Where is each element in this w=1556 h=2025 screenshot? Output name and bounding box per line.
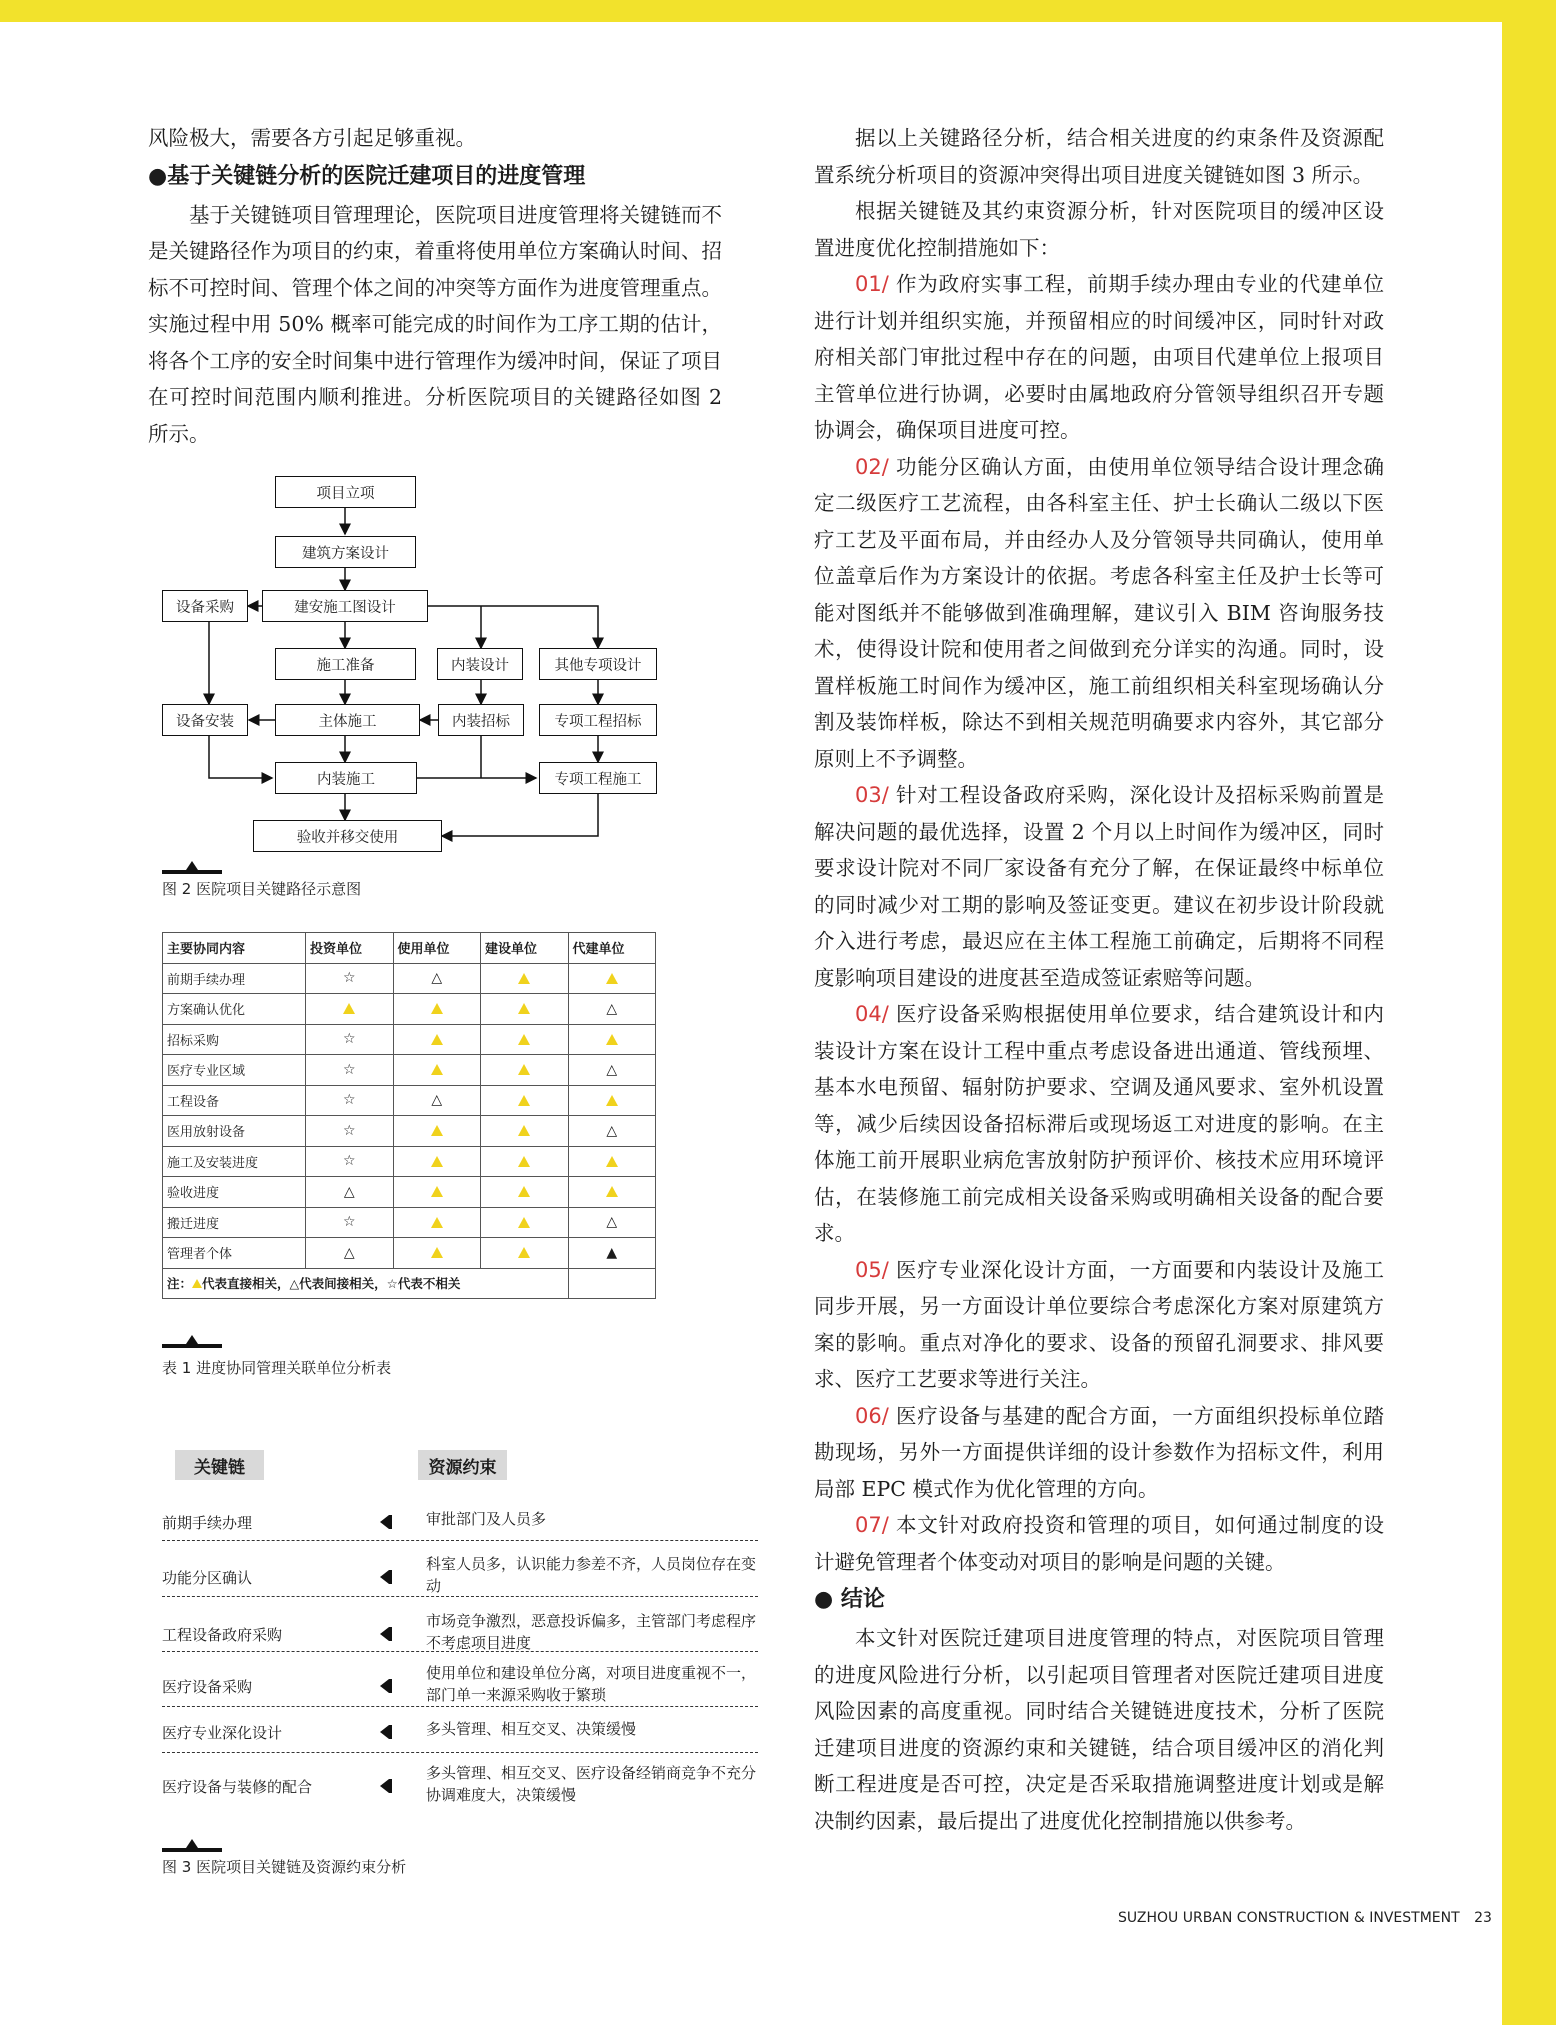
yellow-triangle-icon bbox=[431, 1003, 443, 1014]
chain-key: 医疗设备与装修的配合 bbox=[162, 1778, 313, 1796]
table-header-cell: 主要协同内容 bbox=[163, 933, 306, 964]
flow-box-architectural-design: 建筑方案设计 bbox=[275, 536, 416, 568]
flow-box-interior-construction: 内装施工 bbox=[275, 762, 417, 794]
star-icon: ☆ bbox=[306, 1055, 394, 1086]
yellow-triangle-icon bbox=[192, 1279, 202, 1288]
page-number: 23 bbox=[1474, 1910, 1492, 1926]
open-triangle-icon: △ bbox=[393, 1085, 481, 1116]
chain-key: 前期手续办理 bbox=[162, 1514, 253, 1532]
direct-relation-icon bbox=[481, 1207, 569, 1238]
star-icon: ☆ bbox=[306, 963, 394, 994]
table-header-cell: 建设单位 bbox=[481, 933, 569, 964]
table-1-caption: 表 1 进度协同管理关联单位分析表 bbox=[162, 1359, 392, 1377]
direct-relation-icon bbox=[393, 994, 481, 1025]
star-icon: ☆ bbox=[306, 1146, 394, 1177]
table-1-marker bbox=[162, 1344, 222, 1348]
figure-2-caption: 图 2 医院项目关键路径示意图 bbox=[162, 880, 362, 898]
direct-relation-icon bbox=[393, 1024, 481, 1055]
right-paragraph-2: 根据关键链及其约束资源分析，针对医院项目的缓冲区设置进度优化控制措施如下： bbox=[814, 199, 1384, 260]
yellow-triangle-icon bbox=[606, 1186, 618, 1197]
direct-relation-icon bbox=[481, 1238, 569, 1269]
row-label: 医疗专业区域 bbox=[163, 1055, 306, 1086]
row-label: 招标采购 bbox=[163, 1024, 306, 1055]
row-label: 施工及安装进度 bbox=[163, 1146, 306, 1177]
chain-divider bbox=[162, 1651, 758, 1652]
direct-relation-icon bbox=[481, 1116, 569, 1147]
chain-key: 功能分区确认 bbox=[162, 1569, 253, 1587]
yellow-triangle-icon bbox=[431, 1186, 443, 1197]
measure-item bbox=[814, 1507, 1384, 1580]
yellow-triangle-icon bbox=[431, 1156, 443, 1167]
flow-box-interior-design: 内装设计 bbox=[437, 648, 523, 680]
table-header-cell: 投资单位 bbox=[306, 933, 394, 964]
flow-box-construction-preparation: 施工准备 bbox=[275, 648, 416, 680]
direct-relation-icon bbox=[481, 1177, 569, 1208]
table-note bbox=[163, 1268, 569, 1299]
table-header-cell: 代建单位 bbox=[568, 933, 656, 964]
measure-item bbox=[814, 449, 1384, 778]
chain-row bbox=[162, 1762, 758, 1810]
table-header-cell: 使用单位 bbox=[393, 933, 481, 964]
intro-line: 风险极大，需要各方引起足够重视。 bbox=[148, 126, 476, 150]
direct-relation-icon bbox=[568, 1146, 656, 1177]
open-triangle-icon: △ bbox=[306, 1177, 394, 1208]
direct-relation-icon bbox=[568, 963, 656, 994]
flow-box-interior-tender: 内装招标 bbox=[438, 704, 524, 736]
open-triangle-icon: △ bbox=[568, 994, 656, 1025]
chain-constraint: 审批部门及人员多 bbox=[426, 1510, 547, 1528]
measure-item bbox=[814, 996, 1384, 1252]
arrow-left-icon bbox=[380, 1725, 389, 1739]
flow-box-equipment-procurement: 设备采购 bbox=[162, 590, 248, 622]
measure-number: 06/ bbox=[855, 1403, 889, 1428]
open-triangle-icon: △ bbox=[568, 1116, 656, 1147]
table-row bbox=[163, 1146, 656, 1177]
page-footer bbox=[1118, 1910, 1492, 1926]
measure-text: 医疗专业深化设计方面，一方面要和内装设计及施工同步开展，另一方面设计单位要综合考虑深化方案对原建筑方案的影响。重点对净化的要求、设备的预留孔洞要求、排风要求、医疗工艺要求等进行关注。 bbox=[814, 1257, 1384, 1391]
arrow-left-icon bbox=[380, 1627, 389, 1641]
note-prefix: 注： bbox=[167, 1276, 193, 1292]
direct-relation-icon bbox=[393, 1238, 481, 1269]
chain-divider bbox=[162, 1596, 758, 1597]
chain-divider bbox=[162, 1540, 758, 1541]
table-note-row bbox=[163, 1268, 656, 1299]
chain-constraint: 多头管理、相互交叉、决策缓慢 bbox=[426, 1720, 637, 1738]
yellow-triangle-icon bbox=[518, 1095, 530, 1106]
flow-box-acceptance-handover: 验收并移交使用 bbox=[253, 820, 442, 852]
figure-3-marker bbox=[162, 1848, 222, 1852]
table-row bbox=[163, 1177, 656, 1208]
measure-number: 03/ bbox=[855, 783, 889, 807]
measure-number: 01/ bbox=[855, 272, 889, 296]
direct-relation-icon bbox=[568, 1177, 656, 1208]
yellow-triangle-icon bbox=[606, 1034, 618, 1045]
direct-relation-icon bbox=[481, 1024, 569, 1055]
direct-relation-icon bbox=[393, 1146, 481, 1177]
open-triangle-icon: △ bbox=[568, 1207, 656, 1238]
open-triangle-icon: △ bbox=[568, 1055, 656, 1086]
yellow-triangle-icon bbox=[606, 1095, 618, 1106]
yellow-triangle-icon bbox=[518, 1034, 530, 1045]
row-label: 搬迁进度 bbox=[163, 1207, 306, 1238]
arrow-left-icon bbox=[380, 1779, 389, 1793]
chain-constraint: 多头管理、相互交叉、医疗设备经销商竞争不充分协调难度大，决策缓慢 bbox=[426, 1764, 757, 1804]
conclusion-paragraph: 本文针对医院迁建项目进度管理的特点，对医院项目管理的进度风险进行分析，以引起项目管理者对医院迁建项目进度风险因素的高度重视。同时结合关键链进度技术，分析了医院迁建项目进度的资源约束和关键链，结合项目缓冲区的消化判断工程进度是否可控，决定是否采取措施调整进度计划或是解决制约因素，最后提出了进度优化控制措施以供参考。 bbox=[814, 1626, 1384, 1833]
chain-key: 工程设备政府采购 bbox=[162, 1626, 283, 1644]
measure-number: 02/ bbox=[855, 454, 889, 479]
star-icon: ☆ bbox=[306, 1024, 394, 1055]
figure-3-caption: 图 3 医院项目关键链及资源约束分析 bbox=[162, 1858, 407, 1876]
direct-relation-icon bbox=[481, 1055, 569, 1086]
right-paragraph-1: 据以上关键路径分析，结合相关进度的约束条件及资源配置系统分析项目的资源冲突得出项目进度关键链如图 3 所示。 bbox=[814, 126, 1384, 187]
section-heading-critical-chain: ●基于关键链分析的医院迁建项目的进度管理 bbox=[148, 163, 586, 189]
critical-chain-paragraph: 基于关键链项目管理理论，医院项目进度管理将关键链而不是关键路径作为项目的约束，着重将使用单位方案确认时间、招标不可控时间、管理个体之间的冲突等方面作为进度管理重点。实施过程中用 50% 概率可能完成的时间作为工序工期的估计，将各个工序的安全时间集中进行管理作为缓冲时间，保证了项目在可控时间范围内顺利推进。分析医院项目的关键路径如图 2 所示。 bbox=[148, 202, 722, 446]
direct-relation-icon bbox=[306, 994, 394, 1025]
chain-constraint: 市场竞争激烈，恶意投诉偏多，主管部门考虑程序不考虑项目进度 bbox=[426, 1612, 757, 1652]
open-triangle-icon: △ bbox=[393, 963, 481, 994]
table-row bbox=[163, 1024, 656, 1055]
yellow-triangle-icon bbox=[518, 1003, 530, 1014]
table-row bbox=[163, 963, 656, 994]
chain-key: 医疗设备采购 bbox=[162, 1678, 253, 1696]
star-icon: ☆ bbox=[306, 1207, 394, 1238]
yellow-triangle-icon bbox=[518, 1064, 530, 1075]
yellow-triangle-icon bbox=[431, 1125, 443, 1136]
chain-row bbox=[162, 1662, 758, 1710]
yellow-triangle-icon bbox=[518, 1217, 530, 1228]
measure-number: 05/ bbox=[855, 1257, 889, 1282]
chain-row bbox=[162, 1718, 758, 1746]
measure-text: 医疗设备采购根据使用单位要求，结合建筑设计和内装设计方案在设计工程中重点考虑设备进出通道、管线预埋、基本水电预留、辐射防护要求、空调及通风要求、室外机设置等，减少后续因设备招标滞后或现场返工对进度的影响。在主体施工前开展职业病危害放射防护预评价、核技术应用环境评估，在装修施工前完成相关设备采购或明确相关设备的配合要求。 bbox=[814, 1002, 1384, 1245]
direct-relation-icon bbox=[393, 1116, 481, 1147]
table-note-empty bbox=[568, 1268, 656, 1299]
table-row bbox=[163, 1116, 656, 1147]
measure-list bbox=[814, 266, 1384, 1580]
flow-box-equipment-installation: 设备安装 bbox=[162, 704, 248, 736]
yellow-triangle-icon bbox=[431, 1247, 443, 1258]
chain-constraint: 使用单位和建设单位分离，对项目进度重视不一，部门单一来源采购收于繁琐 bbox=[426, 1664, 757, 1704]
measure-text: 针对工程设备政府采购，深化设计及招标采购前置是解决问题的最优选择，设置 2 个月以上时间作为缓冲区，同时要求设计院对不同厂家设备有充分了解，在保证最终中标单位的同时减少对工期的影响及签证变更。建议在初步设计阶段就介入进行考虑，最迟应在主体工程施工前确定，后期将不同程度影响项目建设的进度甚至造成签证索赔等问题。 bbox=[814, 783, 1384, 990]
measure-text: 作为政府实事工程，前期手续办理由专业的代建单位进行计划并组织实施，并预留相应的时间缓冲区，同时针对政府相关部门审批过程中存在的问题，由项目代建单位上报项目主管单位进行协调，必要时由属地政府分管领导组织召开专题协调会，确保项目进度可控。 bbox=[814, 272, 1384, 442]
table-row bbox=[163, 1085, 656, 1116]
open-triangle-icon: △ bbox=[306, 1238, 394, 1269]
measure-item bbox=[814, 266, 1384, 449]
yellow-triangle-icon bbox=[431, 1217, 443, 1228]
table-header-row bbox=[163, 933, 656, 964]
arrow-left-icon bbox=[380, 1515, 389, 1529]
yellow-triangle-icon bbox=[518, 1156, 530, 1167]
chain-constraint: 科室人员多，认识能力参差不齐，人员岗位存在变动 bbox=[426, 1555, 757, 1595]
table-row bbox=[163, 1055, 656, 1086]
black-triangle-icon: ▲ bbox=[568, 1238, 656, 1269]
flow-box-special-works-construction: 专项工程施工 bbox=[539, 762, 657, 794]
direct-relation-icon bbox=[568, 1085, 656, 1116]
direct-relation-icon bbox=[481, 963, 569, 994]
star-icon: ☆ bbox=[306, 1116, 394, 1147]
direct-relation-icon bbox=[393, 1055, 481, 1086]
flow-box-construction-drawing-design: 建安施工图设计 bbox=[262, 590, 428, 622]
measure-text: 功能分区确认方面，由使用单位领导结合设计理念确定二级医疗工艺流程，由各科室主任、护士长确认二级以下医疗工艺及平面布局，并由经办人及分管领导共同确认，使用单位盖章后作为方案设计的依据。考虑各科室主任及护士长等可能对图纸并不能够做到准确理解，建议引入 BIM 咨询服务技术，使得设计院和使用者之间做到充分详实的沟通。同时，设置样板施工时间作为缓冲区，施工前组织相关科室现场确认分割及装饰样板，除达不到相关规范明确要求内容外，其它部分原则上不予调整。 bbox=[814, 454, 1384, 771]
measure-item bbox=[814, 1398, 1384, 1508]
tag-resource-constraint: 资源约束 bbox=[418, 1450, 507, 1480]
table-row bbox=[163, 1238, 656, 1269]
table-row bbox=[163, 1207, 656, 1238]
table-row bbox=[163, 994, 656, 1025]
yellow-triangle-icon bbox=[518, 1186, 530, 1197]
chain-row bbox=[162, 1508, 758, 1536]
flow-box-other-special-design: 其他专项设计 bbox=[539, 648, 657, 680]
direct-relation-icon bbox=[393, 1207, 481, 1238]
measure-item bbox=[814, 777, 1384, 996]
row-label: 验收进度 bbox=[163, 1177, 306, 1208]
measure-text: 医疗设备与基建的配合方面，一方面组织投标单位踏勘现场，另外一方面提供详细的设计参数作为招标文件，利用局部 EPC 模式作为优化管理的方向。 bbox=[814, 1403, 1384, 1501]
coordination-table bbox=[162, 932, 656, 1299]
flow-box-main-construction: 主体施工 bbox=[275, 704, 420, 736]
direct-relation-icon bbox=[481, 994, 569, 1025]
yellow-triangle-icon bbox=[518, 1247, 530, 1258]
row-label: 医用放射设备 bbox=[163, 1116, 306, 1147]
yellow-triangle-icon bbox=[431, 1064, 443, 1075]
star-icon: ☆ bbox=[306, 1085, 394, 1116]
chain-key: 医疗专业深化设计 bbox=[162, 1724, 283, 1742]
arrow-left-icon bbox=[380, 1679, 389, 1693]
note-text: 代表直接相关，△代表间接相关，☆代表不相关 bbox=[202, 1276, 461, 1292]
yellow-triangle-icon bbox=[606, 973, 618, 984]
chain-divider bbox=[162, 1706, 758, 1707]
right-column bbox=[814, 120, 1384, 1839]
yellow-triangle-icon bbox=[518, 973, 530, 984]
direct-relation-icon bbox=[481, 1146, 569, 1177]
row-label: 方案确认优化 bbox=[163, 994, 306, 1025]
row-label: 管理者个体 bbox=[163, 1238, 306, 1269]
chain-row bbox=[162, 1553, 758, 1601]
yellow-triangle-icon bbox=[343, 1003, 355, 1014]
chain-divider bbox=[162, 1752, 758, 1753]
flow-box-project-approval: 项目立项 bbox=[275, 476, 416, 508]
direct-relation-icon bbox=[393, 1177, 481, 1208]
measure-item bbox=[814, 1252, 1384, 1398]
measure-number: 07/ bbox=[855, 1513, 889, 1537]
direct-relation-icon bbox=[568, 1024, 656, 1055]
yellow-triangle-icon bbox=[518, 1125, 530, 1136]
tag-critical-chain: 关键链 bbox=[175, 1450, 264, 1480]
yellow-triangle-icon bbox=[431, 1034, 443, 1045]
flow-box-special-works-tender: 专项工程招标 bbox=[539, 704, 657, 736]
row-label: 工程设备 bbox=[163, 1085, 306, 1116]
figure-2-marker bbox=[162, 870, 222, 874]
journal-name: SUZHOU URBAN CONSTRUCTION & INVESTMENT bbox=[1118, 1910, 1460, 1926]
yellow-triangle-icon bbox=[606, 1156, 618, 1167]
arrow-left-icon bbox=[380, 1570, 389, 1584]
section-heading-conclusion: ● 结论 bbox=[814, 1587, 885, 1612]
measure-text: 本文针对政府投资和管理的项目，如何通过制度的设计避免管理者个体变动对项目的影响是问题的关键。 bbox=[814, 1513, 1384, 1574]
row-label: 前期手续办理 bbox=[163, 963, 306, 994]
direct-relation-icon bbox=[481, 1085, 569, 1116]
measure-number: 04/ bbox=[855, 1002, 889, 1026]
